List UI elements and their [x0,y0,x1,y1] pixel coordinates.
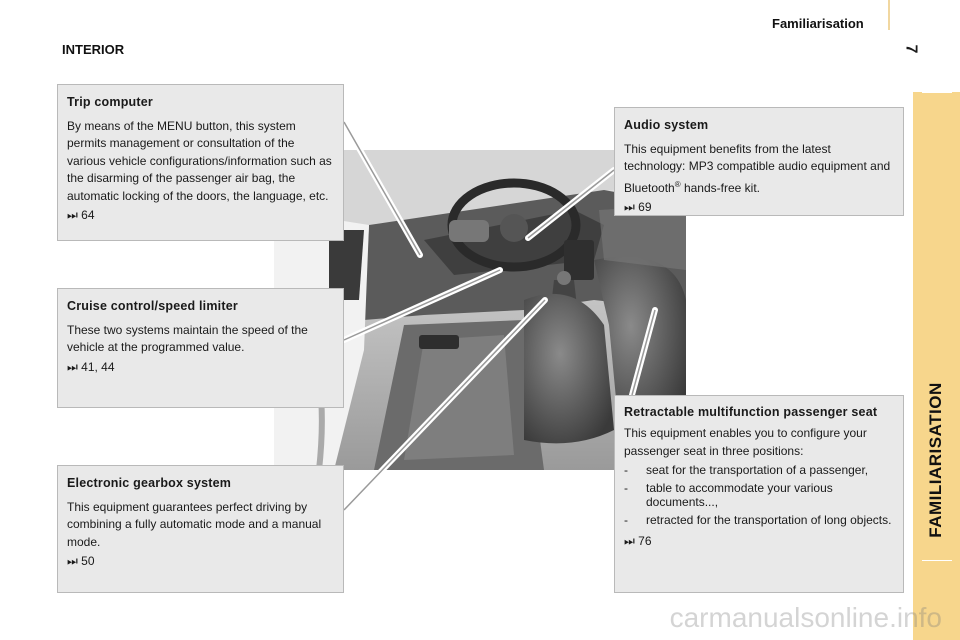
cruise-control-callout [57,288,344,408]
page-ref-number: 69 [634,200,652,214]
page-ref-icon: ⏭ [624,534,635,548]
gearbox-callout [57,465,344,593]
page-ref-icon: ⏭ [67,208,78,222]
section-title: INTERIOR [62,42,125,57]
page-ref-icon: ⏭ [67,359,78,374]
page-ref-icon: ⏭ [624,200,635,214]
passenger-seat-page-ref[interactable] [624,533,894,551]
seat-positions-list [624,463,894,527]
cruise-control-body: These two systems maintain the speed of the vehicle at the programmed value. [67,322,308,354]
list-item: - table to accommodate your various documents..., [624,481,833,509]
page-ref-number: 64 [77,208,95,222]
trip-computer-body: By means of the MENU button, this system permits management or consultation of the various vehicle configurations/information such as the disarming of the passenger air bag, the automatic locking of the doors, the language, etc. [67,118,332,203]
passenger-seat-callout [614,395,904,593]
side-tab-label: FAMILIARISATION [926,382,945,538]
cruise-control-page-ref[interactable] [67,359,334,377]
page-header-title: Familiarisation [772,16,864,31]
cruise-control-title: Cruise control/speed limiter [67,299,238,313]
page-ref-number: 41, 44 [77,359,115,374]
trip-computer-title: Trip computer [67,95,153,109]
page-ref-icon: ⏭ [67,554,78,568]
watermark: carmanualsonline.info [669,602,942,633]
audio-system-page-ref[interactable] [624,199,894,217]
trip-computer-callout [57,84,344,241]
audio-system-callout [614,107,904,216]
list-item: - seat for the transportation of a passenger, [624,463,869,477]
list-item: - retracted for the transportation of long objects. [624,513,892,527]
gearbox-body: This equipment guarantees perfect driving by combining a fully automatic mode and a manual mode. [67,499,322,549]
passenger-seat-title: Retractable multifunction passenger seat [624,405,878,419]
page-ref-number: 76 [634,534,652,548]
audio-system-body: This equipment benefits from the latest technology: MP3 compatible audio equipment and Bluetooth® hands-free kit. [624,141,891,195]
page-ref-number: 50 [77,554,95,568]
passenger-seat-body: This equipment enables you to configure your passenger seat in three positions: [624,426,867,458]
audio-system-title: Audio system [624,118,709,132]
page-number: 7 [902,44,920,54]
gearbox-title: Electronic gearbox system [67,476,232,490]
gearbox-page-ref[interactable] [67,553,334,571]
trip-computer-page-ref[interactable] [67,207,334,225]
